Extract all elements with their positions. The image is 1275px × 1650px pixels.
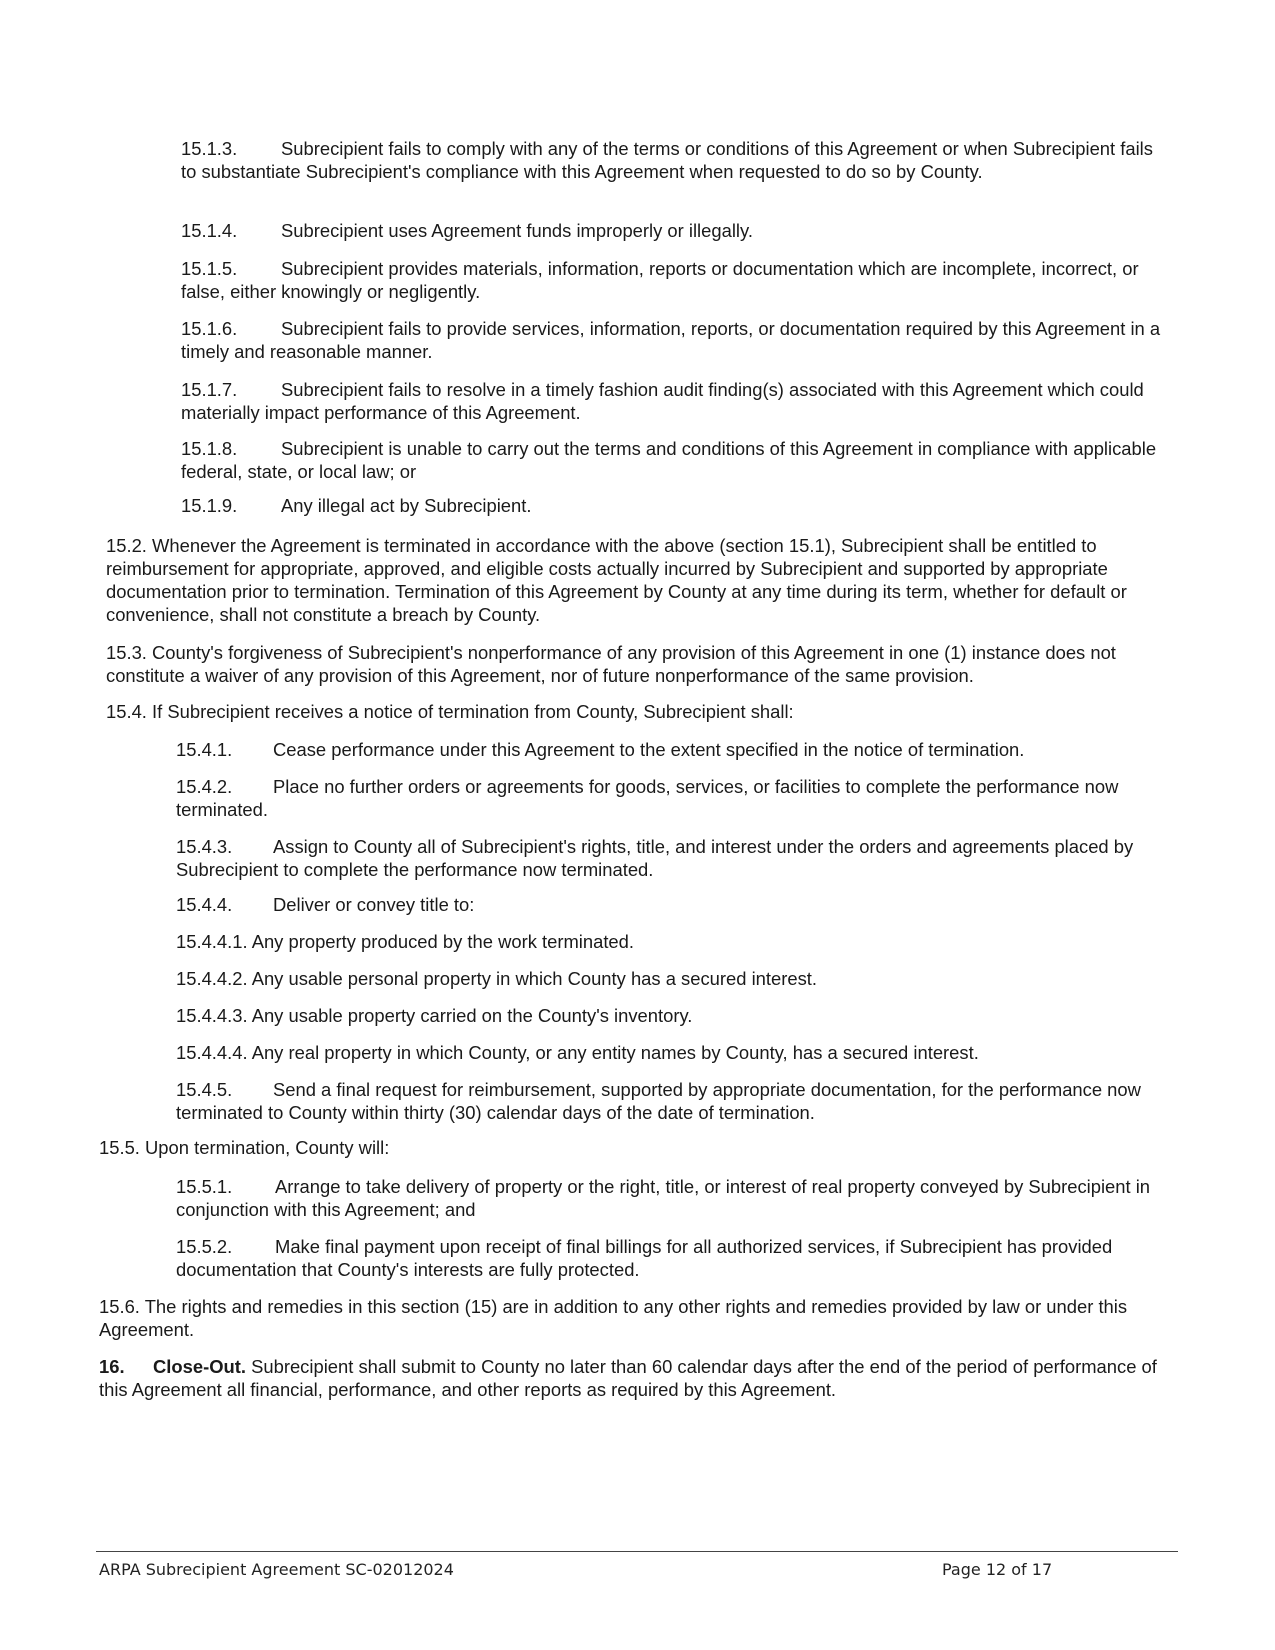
clause-text: Any real property in which County, or any entity names by County, has a secured interest.: [251, 1042, 979, 1063]
section-number: 16.: [99, 1356, 125, 1377]
clause-number: 15.4.4.1.: [176, 931, 248, 952]
clause-15-1-3: [181, 137, 1171, 183]
clause-number: 15.1.8.: [181, 438, 238, 459]
clause-text: Arrange to take delivery of property or the right, title, or interest of real property conveyed by Subrecipient in conjunction with this Agreement; and: [176, 1176, 1151, 1220]
clause-text: Make final payment upon receipt of final billings for all authorized services, if Subrecipient has provided documentation that County's interests are fully protected.: [176, 1236, 1113, 1280]
clause-15-4-2: [176, 775, 1166, 821]
clause-15-4-4: [176, 893, 1166, 916]
clause-text: Whenever the Agreement is terminated in accordance with the above (section 15.1), Subrecipient shall be entitled to reimbursement for appropriate, approved, and eligible costs actually incurred by Subrecipient and supported by appropriate documentation prior to termination. Termination of this Agreement by County at any time during its term, whether for default or convenience, shall not constitute a breach by County.: [106, 535, 1127, 625]
clause-text: Cease performance under this Agreement to the extent specified in the notice of termination.: [273, 739, 1025, 760]
clause-15-1-7: [181, 378, 1171, 424]
clause-15-2: [106, 534, 1176, 626]
section-16-close-out: [99, 1355, 1169, 1401]
clause-15-5-1: [176, 1175, 1166, 1221]
clause-15-5: [99, 1136, 1169, 1159]
clause-15-4-4-1: [176, 930, 1166, 953]
clause-number: 15.4.5.: [176, 1079, 233, 1100]
clause-15-1-9: [181, 494, 1171, 517]
clause-number: 15.6.: [99, 1296, 140, 1317]
clause-number: 15.4.4.3.: [176, 1005, 248, 1026]
clause-text: Upon termination, County will:: [145, 1137, 390, 1158]
clause-text: Deliver or convey title to:: [273, 894, 475, 915]
clause-text: Any usable property carried on the County's inventory.: [251, 1005, 693, 1026]
clause-text: Place no further orders or agreements for goods, services, or facilities to complete the performance now terminated.: [176, 776, 1119, 820]
clause-text: The rights and remedies in this section (15) are in addition to any other rights and remedies provided by law or under this Agreement.: [99, 1296, 1128, 1340]
clause-15-1-6: [181, 317, 1171, 363]
clause-text: Subrecipient uses Agreement funds improperly or illegally.: [281, 220, 753, 241]
footer-page-number: Page 12 of 17: [942, 1560, 1053, 1579]
clause-text: Subrecipient is unable to carry out the terms and conditions of this Agreement in compliance with applicable federal, state, or local law; or: [181, 438, 1157, 482]
clause-text: Subrecipient fails to resolve in a timely fashion audit finding(s) associated with this Agreement which could materially impact performance of this Agreement.: [181, 379, 1144, 423]
clause-number: 15.1.6.: [181, 318, 238, 339]
clause-number: 15.4.2.: [176, 776, 233, 797]
clause-number: 15.1.3.: [181, 138, 238, 159]
clause-text: Assign to County all of Subrecipient's rights, title, and interest under the orders and agreements placed by Subrecipient to complete the performance now terminated.: [176, 836, 1134, 880]
clause-number: 15.5.1.: [176, 1176, 233, 1197]
clause-text: Any usable personal property in which County has a secured interest.: [251, 968, 818, 989]
clause-15-1-8: [181, 437, 1171, 483]
clause-15-4: [106, 700, 1176, 723]
clause-15-3: [106, 641, 1176, 687]
clause-15-4-1: [176, 738, 1166, 761]
clause-15-4-4-2: [176, 967, 1166, 990]
clause-15-4-4-4: [176, 1041, 1166, 1064]
clause-number: 15.4.3.: [176, 836, 233, 857]
clause-15-4-3: [176, 835, 1166, 881]
clause-number: 15.1.9.: [181, 495, 238, 516]
clause-text: Subrecipient fails to provide services, information, reports, or documentation required by this Agreement in a timely and reasonable manner.: [181, 318, 1161, 362]
clause-text: Send a final request for reimbursement, supported by appropriate documentation, for the performance now terminated to County within thirty (30) calendar days of the date of termination.: [176, 1079, 1141, 1123]
clause-number: 15.2.: [106, 535, 147, 556]
clause-number: 15.1.5.: [181, 258, 238, 279]
clause-15-4-4-3: [176, 1004, 1166, 1027]
footer-document-title: ARPA Subrecipient Agreement SC-02012024: [99, 1560, 454, 1579]
clause-15-1-5: [181, 257, 1171, 303]
section-text: Subrecipient shall submit to County no later than 60 calendar days after the end of the period of performance of this Agreement all financial, performance, and other reports as required by this Agreement.: [99, 1356, 1157, 1400]
footer-divider: [96, 1551, 1178, 1552]
clause-number: 15.4.: [106, 701, 147, 722]
clause-number: 15.4.1.: [176, 739, 233, 760]
clause-number: 15.4.4.2.: [176, 968, 248, 989]
clause-text: County's forgiveness of Subrecipient's nonperformance of any provision of this Agreement in one (1) instance does not constitute a waiver of any provision of this Agreement, nor of future nonperformance of the same provision.: [106, 642, 1116, 686]
clause-text: If Subrecipient receives a notice of termination from County, Subrecipient shall:: [152, 701, 794, 722]
clause-number: 15.1.7.: [181, 379, 238, 400]
clause-number: 15.1.4.: [181, 220, 238, 241]
clause-text: Any property produced by the work terminated.: [251, 931, 635, 952]
clause-number: 15.5.: [99, 1137, 140, 1158]
clause-15-4-5: [176, 1078, 1166, 1124]
section-heading: Close-Out.: [153, 1356, 246, 1377]
clause-number: 15.5.2.: [176, 1236, 233, 1257]
clause-text: Any illegal act by Subrecipient.: [281, 495, 532, 516]
clause-text: Subrecipient fails to comply with any of the terms or conditions of this Agreement or when Subrecipient fails to substantiate Subrecipient's compliance with this Agreement when requested to do so by County.: [181, 138, 1153, 182]
clause-15-1-4: [181, 219, 1171, 242]
clause-15-5-2: [176, 1235, 1166, 1281]
clause-number: 15.3.: [106, 642, 147, 663]
clause-number: 15.4.4.4.: [176, 1042, 248, 1063]
clause-number: 15.4.4.: [176, 894, 233, 915]
clause-15-6: [99, 1295, 1169, 1341]
clause-text: Subrecipient provides materials, information, reports or documentation which are incomplete, incorrect, or false, either knowingly or negligently.: [181, 258, 1139, 302]
